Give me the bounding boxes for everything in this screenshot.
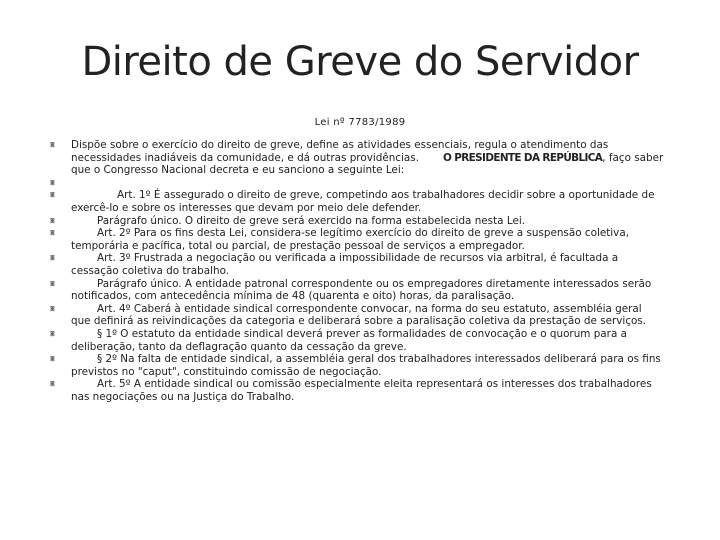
list-item bbox=[50, 228, 690, 238]
text-line: necessidades inadiáveis da comunidade, e dá outras providências. bbox=[71, 151, 419, 164]
text-line: que definirá as reivindicações da categoria e deliberará sobre a paralisação coletiva da prestação de serviços. bbox=[71, 315, 647, 328]
text-line: Parágrafo único. A entidade patronal correspondente ou os empregadores diretamente interessados serão bbox=[97, 277, 652, 290]
bullet-icon: ◙ bbox=[50, 192, 55, 199]
text-line: previstos no "caput", constituindo comissão de negociação. bbox=[71, 365, 382, 378]
text-line: § 2º Na falta de entidade sindical, a assembléia geral dos trabalhadores interessados deliberará para os fins bbox=[97, 353, 661, 366]
bullet-icon: ◙ bbox=[50, 142, 55, 148]
page-title: Direito de Greve do Servidor bbox=[81, 39, 639, 85]
text-continuation bbox=[50, 342, 690, 352]
bullet-icon: ◙ bbox=[50, 305, 55, 312]
text-line: § 1º O estatuto da entidade sindical deverá prever as formalidades de convocação e o quorum para a bbox=[97, 327, 627, 340]
list-item bbox=[50, 190, 690, 200]
text-line: Dispõe sobre o exercício do direito de greve, define as atividades essenciais, regula o atendimento das bbox=[71, 139, 609, 151]
bullet-icon: ◙ bbox=[50, 179, 55, 186]
text-line: exercê-lo e sobre os interesses que devam por meio dele defender. bbox=[71, 201, 422, 214]
text-line: cessação coletiva do trabalho. bbox=[71, 264, 230, 277]
list-item bbox=[50, 329, 690, 339]
list-item bbox=[50, 279, 690, 289]
text-continuation bbox=[50, 153, 690, 163]
text-line: deliberação, tanto da deflagração quanto da cessação da greve. bbox=[71, 340, 407, 353]
text-line: Parágrafo único. O direito de greve será exercido na forma estabelecida nesta Lei. bbox=[97, 214, 526, 227]
bullet-icon: ◙ bbox=[50, 230, 55, 237]
bullet-icon: ◙ bbox=[50, 280, 55, 287]
bullet-icon: ◙ bbox=[50, 356, 55, 363]
bullet-icon: ◙ bbox=[50, 255, 55, 262]
list-item bbox=[50, 304, 690, 314]
list-item bbox=[50, 379, 690, 389]
text-line: Art. 1º É assegurado o direito de greve, competindo aos trabalhadores decidir sobre a oportunidade de bbox=[117, 189, 655, 202]
text-continuation bbox=[50, 203, 690, 213]
text-line: temporária e pacífica, total ou parcial, de prestação pessoal de serviços a empregador. bbox=[71, 239, 525, 252]
list-item bbox=[50, 178, 690, 188]
list-item bbox=[50, 253, 690, 263]
law-reference: Lei nº 7783/1989 bbox=[314, 117, 406, 128]
text-line: nas negociações ou na Justiça do Trabalho. bbox=[71, 390, 295, 403]
text-line: que o Congresso Nacional decreta e eu sanciono a seguinte Lei: bbox=[71, 164, 405, 177]
text-line: notificados, com antecedência mínima de 48 (quarenta e oito) horas, da paralisação. bbox=[71, 290, 515, 303]
text-continuation bbox=[50, 165, 690, 175]
text-line: Art. 5º A entidade sindical ou comissão especialmente eleita representará os interesses dos trabalhadores bbox=[97, 378, 652, 391]
text-line: Art. 3º Frustrada a negociação ou verificada a impossibilidade de recursos via arbitral, é facultada a bbox=[97, 252, 619, 265]
text-line: , faço saber bbox=[602, 151, 664, 164]
text-continuation bbox=[50, 316, 690, 326]
bullet-icon: ◙ bbox=[50, 330, 55, 337]
bullet-icon: ◙ bbox=[50, 217, 55, 224]
text-continuation bbox=[50, 392, 690, 402]
list-item bbox=[50, 354, 690, 364]
list-item bbox=[50, 216, 690, 226]
text-continuation bbox=[50, 291, 690, 301]
text-continuation bbox=[50, 367, 690, 377]
text-continuation bbox=[50, 241, 690, 251]
text-continuation bbox=[50, 266, 690, 276]
bullet-icon: ◙ bbox=[50, 381, 55, 388]
list-item bbox=[50, 140, 690, 150]
bold-text: O PRESIDENTE DA REPÚBLICA bbox=[443, 151, 603, 164]
text-line: Art. 2º Para os fins desta Lei, considera-se legítimo exercício do direito de greve a suspensão coletiva, bbox=[97, 227, 630, 240]
law-text bbox=[50, 140, 690, 404]
text-line: Art. 4º Caberá à entidade sindical correspondente convocar, na forma do seu estatuto, assembléia geral bbox=[97, 302, 642, 315]
